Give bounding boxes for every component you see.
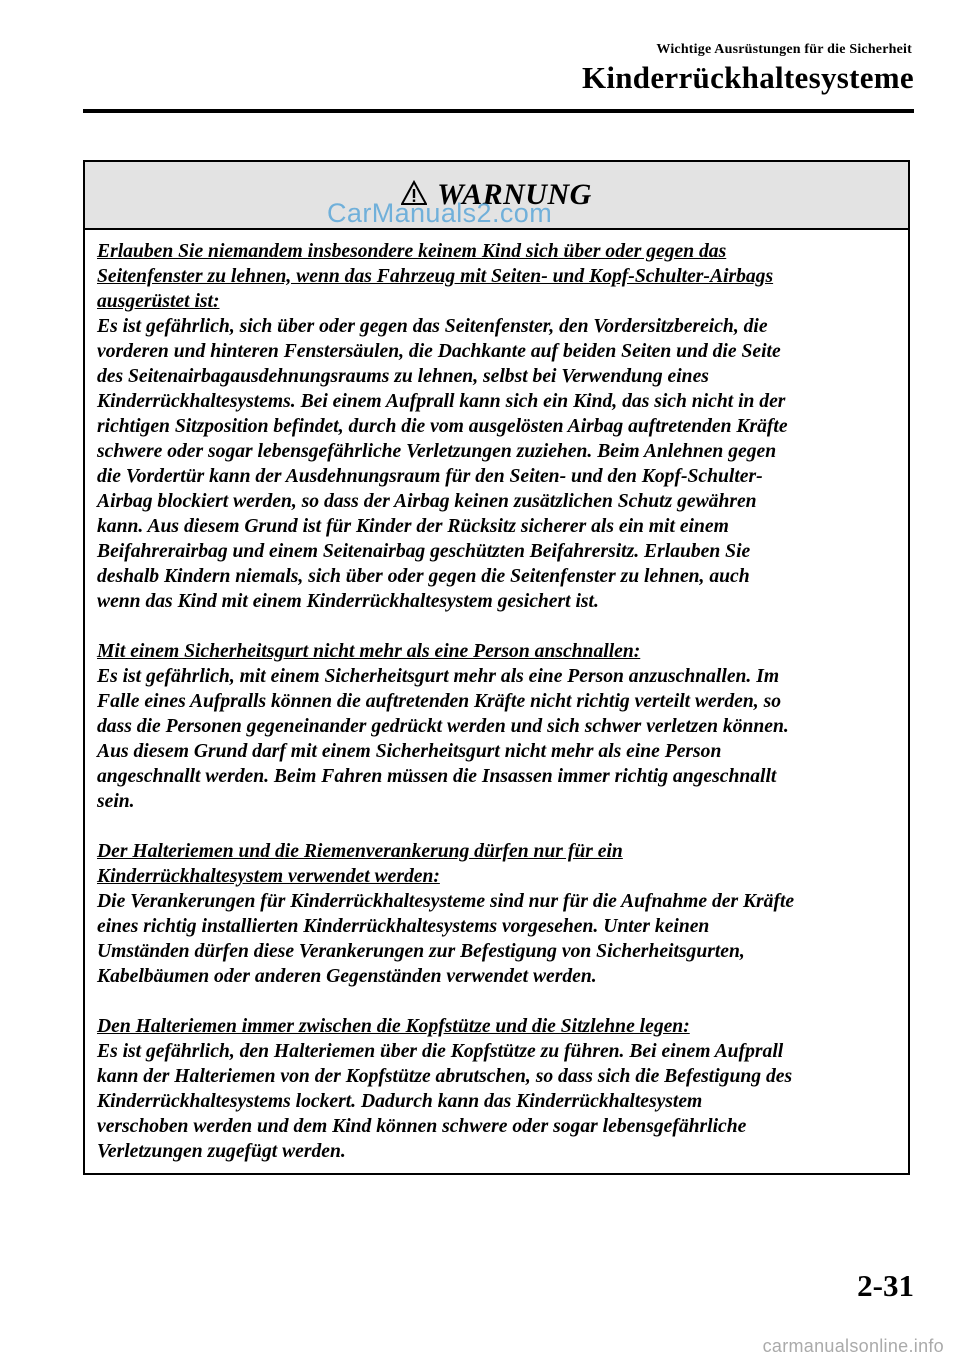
section-text-line: vorderen und hinteren Fenstersäulen, die Dachkante auf beiden Seiten und die Seite [97, 341, 781, 362]
section-heading-line: Mit einem Sicherheitsgurt nicht mehr als eine Person anschnallen: [97, 641, 641, 662]
section-heading-line: Kinderrückhaltesystem verwendet werden: [97, 866, 440, 887]
section-text-line: schwere oder sogar lebensgefährliche Verletzungen zuziehen. Beim Anlehnen gegen [97, 441, 777, 462]
section-text-line: des Seitenairbagausdehnungsraums zu lehnen, selbst bei Verwendung eines [97, 366, 709, 387]
section-text-line: sein. [97, 791, 135, 812]
section-heading-line: Den Halteriemen immer zwischen die Kopfstütze und die Sitzlehne legen: [97, 1016, 690, 1037]
warning-title: WARNUNG [437, 178, 592, 211]
section-text-line: die Vordertür kann der Ausdehnungsraum für den Seiten- und den Kopf-Schulter- [97, 466, 763, 487]
section-text-line: Es ist gefährlich, den Halteriemen über die Kopfstütze zu führen. Bei einem Aufprall [97, 1041, 784, 1062]
section-heading-line: Der Halteriemen und die Riemenverankerung dürfen nur für ein [97, 841, 623, 862]
section-text-line: angeschnallt werden. Beim Fahren müssen die Insassen immer richtig angeschnallt [97, 766, 777, 787]
warning-section [97, 1014, 896, 1164]
section-text-line: Umständen dürfen diese Verankerungen zur Befestigung von Sicherheitsgurten, [97, 941, 745, 962]
section-text-line: wenn das Kind mit einem Kinderrückhaltesystem gesichert ist. [97, 591, 599, 612]
warning-section [97, 639, 896, 814]
section-text-line: verschoben werden und dem Kind können schwere oder sogar lebensgefährliche [97, 1116, 747, 1137]
warning-box [83, 160, 910, 1175]
section-heading-line: Seitenfenster zu lehnen, wenn das Fahrzeug mit Seiten- und Kopf-Schulter-Airbags [97, 266, 774, 287]
section-text-line: Verletzungen zugefügt werden. [97, 1141, 346, 1162]
section-text-line: Airbag blockiert werden, so dass der Airbag keinen zusätzlichen Schutz gewähren [97, 491, 757, 512]
chapter-title: Kinderrückhaltesysteme [581, 60, 914, 95]
section-text-line: Aus diesem Grund darf mit einem Sicherheitsgurt nicht mehr als eine Person [97, 741, 722, 762]
section-text-line: dass die Personen gegeneinander gedrückt werden und sich schwer verletzen können. [97, 716, 789, 737]
section-text-line: Es ist gefährlich, sich über oder gegen das Seitenfenster, den Vordersitzbereich, die [97, 316, 768, 337]
section-text-line: Falle eines Aufpralls können die auftretenden Kräfte nicht richtig verteilt werden, so [97, 691, 781, 712]
section-text-line: Kabelbäumen oder anderen Gegenständen verwendet werden. [97, 966, 597, 987]
warning-body [85, 230, 908, 1164]
warning-section [97, 839, 896, 989]
section-text-line: Kinderrückhaltesystems. Bei einem Aufprall kann sich ein Kind, das sich nicht in der [97, 391, 786, 412]
section-text-line: eines richtig installierten Kinderrückhaltesystems vorgesehen. Unter keinen [97, 916, 710, 937]
section-heading-line: Erlauben Sie niemandem insbesondere keinem Kind sich über oder gegen das [97, 241, 727, 262]
warning-section [97, 239, 896, 614]
section-text-line: Die Verankerungen für Kinderrückhaltesysteme sind nur für die Aufnahme der Kräfte [97, 891, 795, 912]
section-text-line: kann. Aus diesem Grund ist für Kinder der Rücksitz sicherer als ein mit einem [97, 516, 729, 537]
section-text-line: Beifahrerairbag und einem Seitenairbag geschützten Beifahrersitz. Erlauben Sie [97, 541, 751, 562]
section-heading-line: ausgerüstet ist: [97, 291, 220, 312]
page-number: 2-31 [857, 1268, 914, 1303]
section-text-line: Kinderrückhaltesystems lockert. Dadurch kann das Kinderrückhaltesystem [97, 1091, 703, 1112]
header-divider [83, 109, 914, 113]
footer-watermark: carmanualsonline.info [762, 1336, 944, 1356]
chapter-subtitle: Wichtige Ausrüstungen für die Sicherheit [656, 42, 912, 57]
section-text-line: Es ist gefährlich, mit einem Sicherheitsgurt mehr als eine Person anzuschnallen. Im [97, 666, 780, 687]
warning-header [85, 162, 908, 230]
section-text-line: kann der Halteriemen von der Kopfstütze abrutschen, so dass sich die Befestigung des [97, 1066, 793, 1087]
section-text-line: deshalb Kindern niemals, sich über oder gegen die Seitenfenster zu lehnen, auch [97, 566, 750, 587]
watermark: CarManuals2.com [327, 198, 553, 228]
section-text-line: richtigen Sitzposition befindet, durch die vom ausgelösten Airbag auftretenden Kräfte [97, 416, 788, 437]
